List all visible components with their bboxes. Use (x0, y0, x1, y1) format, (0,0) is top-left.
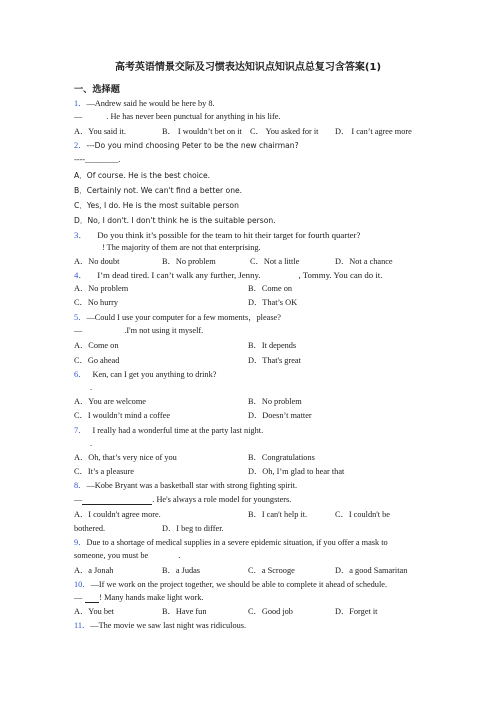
option-d[interactable]: D．That’s OK (248, 298, 298, 307)
question-number: 6． (74, 370, 87, 379)
option-d[interactable]: D．Not a chance (335, 257, 393, 266)
option-c-continued: bothered. (74, 524, 106, 533)
answer-blank (82, 496, 152, 505)
option-c[interactable]: C．Go ahead (74, 356, 120, 365)
question-stem: Ken, can I get you anything to drink? (92, 370, 217, 379)
answer-blank (85, 594, 99, 603)
question-9 (74, 538, 388, 548)
option-a[interactable]: A．You said it. (74, 127, 126, 136)
option-a[interactable]: A．No problem (74, 284, 129, 293)
option-c[interactable]: C．Good job (248, 607, 293, 616)
option-d[interactable]: D．a good Samaritan (335, 566, 408, 575)
option-a[interactable]: A．Come on (74, 341, 119, 350)
section-heading: 一、选择题 (74, 84, 120, 95)
answer-line: ----________. (74, 155, 121, 164)
option-d[interactable]: D．Oh, I’m glad to hear that (248, 467, 345, 476)
option-a[interactable]: A．No doubt (74, 257, 120, 266)
option-d[interactable]: D． I can’t agree more (335, 127, 412, 136)
question-10 (74, 580, 387, 590)
dash: — (74, 593, 83, 602)
question-number: 8． (74, 481, 87, 490)
option-d[interactable]: D．Forget it (335, 607, 378, 616)
option-c[interactable]: C．I couldn't be (335, 510, 390, 519)
question-stem: Due to a shortage of medical supplies in a severe epidemic situation, if you offer a mask to (86, 538, 388, 547)
option-a[interactable]: A．Oh, that’s very nice of you (74, 453, 177, 462)
option-b[interactable]: B．a Judas (162, 566, 201, 575)
answer-line: . (90, 439, 93, 448)
question-stem: —If we work on the project together, we should be able to complete it ahead of schedule. (90, 580, 388, 589)
option-b[interactable]: B．No problem (162, 257, 216, 266)
question-4 (74, 270, 382, 280)
period: . (178, 551, 181, 560)
option-a[interactable]: A．You are welcome (74, 397, 146, 406)
option-b[interactable]: B．No problem (248, 397, 302, 406)
answer-line-text: someone, you must be (74, 551, 149, 560)
dash: — (74, 112, 83, 121)
question-stem: Do you think it’s possible for the team to hit their target for fourth quarter? (97, 230, 361, 240)
question-stem: —The movie we saw last night was ridiculous. (90, 621, 247, 630)
option-c[interactable]: C．Not a little (250, 257, 300, 266)
question-number: 7． (74, 426, 87, 435)
option-a[interactable]: A．I couldn't agree more. (74, 510, 161, 519)
answer-line-text: ! Many hands make light work. (99, 593, 204, 602)
question-number: 11． (74, 621, 91, 630)
question-6 (74, 370, 216, 380)
answer-line (74, 326, 203, 336)
answer-line (74, 495, 291, 505)
question-number: 5． (74, 313, 87, 322)
question-11 (74, 621, 246, 631)
question-number: 2． (74, 141, 87, 150)
option-a[interactable]: A．You bet (74, 607, 114, 616)
question-number: 3． (74, 230, 88, 240)
answer-line (74, 593, 203, 603)
question-stem-end: , Tommy. You can do it. (298, 270, 383, 280)
answer-blank (82, 114, 106, 122)
question-stem: I’m dead tired. I can’t walk any further, Jenny. (97, 270, 261, 280)
question-stem: I really had a wonderful time at the party last night. (92, 426, 264, 435)
question-number: 10． (74, 580, 91, 589)
option-d[interactable]: D．I beg to differ. (162, 524, 224, 533)
question-8 (74, 481, 297, 491)
option-b[interactable]: B．Congratulations (248, 453, 315, 462)
option-a[interactable]: A．Of course. He is the best choice. (74, 171, 211, 180)
question-number: 1． (74, 99, 87, 108)
option-c[interactable]: C．It’s a pleasure (74, 467, 134, 476)
option-d[interactable]: D．That's great (248, 356, 301, 365)
question-1 (74, 99, 215, 109)
question-7 (74, 426, 263, 436)
option-c[interactable]: C．Yes, I do. He is the most suitable person (74, 201, 239, 210)
option-d[interactable]: D．No, I don't. I don't think he is the suitable person. (74, 216, 276, 225)
question-3 (74, 230, 360, 240)
option-d[interactable]: D．Doesn’t matter (248, 411, 312, 420)
answer-blank (148, 551, 181, 561)
dash: — (74, 495, 83, 504)
option-b[interactable]: B．It depends (248, 341, 297, 350)
answer-blank (261, 272, 299, 280)
option-b[interactable]: B．Have fun (162, 607, 207, 616)
question-number: 4． (74, 270, 88, 280)
option-a[interactable]: A．a Jonah (74, 566, 114, 575)
option-c[interactable]: C． You asked for it (250, 127, 319, 136)
option-c[interactable]: C．No hurry (74, 298, 119, 307)
question-2 (74, 141, 299, 151)
question-stem: —Could I use your computer for a few moments，please? (86, 313, 281, 322)
answer-blank (82, 328, 124, 336)
answer-line: ! The majority of them are not that enterprising. (102, 243, 261, 252)
question-stem: ---Do you mind choosing Peter to be the new chairman? (86, 141, 299, 150)
option-c[interactable]: C．I wouldn’t mind a coffee (74, 411, 171, 420)
option-b[interactable]: B．Come on (248, 284, 293, 293)
dash: — (74, 326, 83, 335)
page-title: 高考英语情景交际及习惯表达知识点知识点总复习含答案(1) (114, 62, 382, 73)
question-stem: —Andrew said he would be here by 8. (86, 99, 215, 108)
option-c[interactable]: C．a Scrooge (248, 566, 295, 575)
question-5 (74, 313, 281, 323)
answer-line (74, 112, 280, 122)
answer-line-text: . He has never been punctual for anything in his life. (106, 112, 281, 121)
answer-line-text: .I'm not using it myself. (124, 326, 204, 335)
option-b[interactable]: B． I wouldn’t bet on it (162, 127, 242, 136)
question-stem: —Kobe Bryant was a basketball star with strong fighting spirit. (86, 481, 298, 490)
answer-line: . (90, 383, 93, 392)
question-number: 9． (74, 538, 87, 547)
answer-line (74, 551, 180, 561)
option-b[interactable]: B．Certainly not. We can't find a better one. (74, 186, 243, 195)
option-b[interactable]: B．I can't help it. (248, 510, 308, 519)
answer-line-text: . He's always a role model for youngsters. (152, 495, 292, 504)
